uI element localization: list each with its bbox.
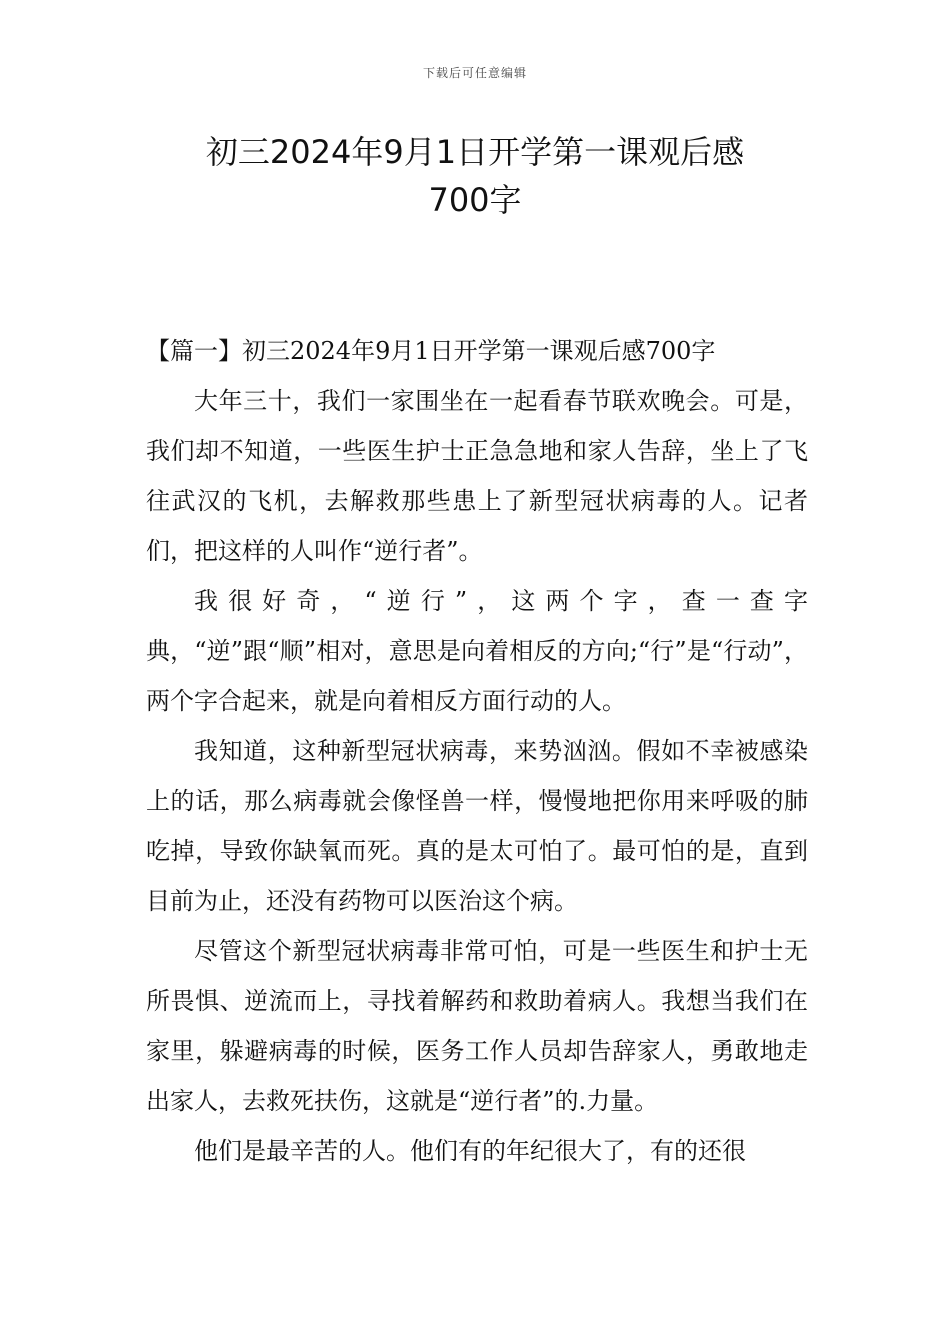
document-title	[100, 128, 850, 224]
paragraph-5: 他们是最辛苦的人。他们有的年纪很大了，有的还很	[194, 1137, 746, 1165]
paragraph-4: 尽管这个新型冠状病毒非常可怕，可是一些医生和护士无所畏惧、逆流而上，寻找着解药和救助着病人。我想当我们在家里，躲避病毒的时候，医务工作人员却告辞家人，勇敢地走出家人，去救死扶伤，这就是“逆行者”的.力量。	[146, 937, 808, 1115]
paragraph-3: 我知道，这种新型冠状病毒，来势汹汹。假如不幸被感染上的话，那么病毒就会像怪兽一样，慢慢地把你用来呼吸的肺吃掉，导致你缺氧而死。真的是太可怕了。最可怕的是，直到目前为止，还没有药物可以医治这个病。	[146, 737, 808, 915]
article-body	[146, 326, 808, 1176]
document-title-line-1: 初三2024年9月1日开学第一课观后感	[205, 133, 745, 171]
paragraph-1: 大年三十，我们一家围坐在一起看春节联欢晚会。可是，我们却不知道，一些医生护士正急急地和家人告辞，坐上了飞往武汉的飞机，去解救那些患上了新型冠状病毒的人。记者们，把这样的人叫作“逆行者”。	[146, 387, 808, 565]
document-title-line-2: 700字	[428, 181, 522, 219]
page-header-note: 下载后可任意编辑	[422, 66, 527, 80]
paragraph-2: 我很好奇，“逆行”，这两个字，查一查字典，“逆”跟“顺”相对，意思是向着相反的方向;“行”是“行动”，两个字合起来，就是向着相反方面行动的人。	[146, 587, 808, 715]
section-heading: 【篇一】初三2024年9月1日开学第一课观后感700字	[146, 337, 716, 365]
